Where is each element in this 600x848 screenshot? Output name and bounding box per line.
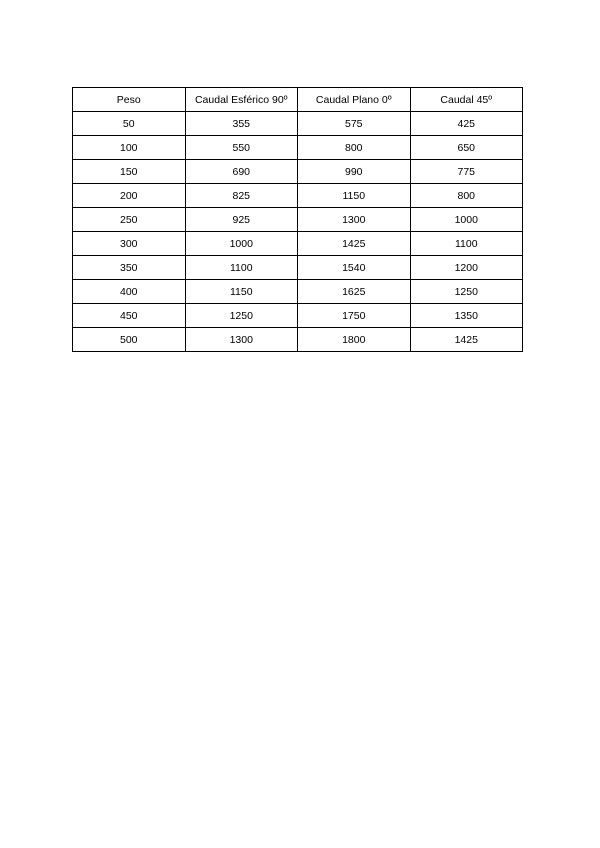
table-cell: 250 (73, 208, 186, 232)
table-cell: 1250 (410, 280, 523, 304)
table-row (73, 280, 523, 304)
table-cell: 500 (73, 328, 186, 352)
table-cell: 1000 (185, 232, 298, 256)
table-cell: 1300 (298, 208, 411, 232)
table-cell: 400 (73, 280, 186, 304)
table-cell: 1300 (185, 328, 298, 352)
table-cell: 350 (73, 256, 186, 280)
table-cell: 425 (410, 112, 523, 136)
table-cell: 575 (298, 112, 411, 136)
table-cell: 300 (73, 232, 186, 256)
table-cell: 925 (185, 208, 298, 232)
table-header-row (73, 88, 523, 112)
table-row (73, 112, 523, 136)
table-cell: 550 (185, 136, 298, 160)
table-cell: 200 (73, 184, 186, 208)
header-caudal-45: Caudal 45º (410, 88, 523, 112)
table-cell: 1750 (298, 304, 411, 328)
table-row (73, 232, 523, 256)
table-cell: 450 (73, 304, 186, 328)
table-row (73, 304, 523, 328)
table-cell: 775 (410, 160, 523, 184)
table-cell: 690 (185, 160, 298, 184)
table-cell: 1000 (410, 208, 523, 232)
table-row (73, 208, 523, 232)
table-row (73, 160, 523, 184)
table-cell: 1100 (185, 256, 298, 280)
table-cell: 1425 (410, 328, 523, 352)
table-cell: 1150 (185, 280, 298, 304)
table-cell: 100 (73, 136, 186, 160)
table-cell: 650 (410, 136, 523, 160)
table-cell: 50 (73, 112, 186, 136)
table-cell: 800 (298, 136, 411, 160)
table-cell: 1425 (298, 232, 411, 256)
table-cell: 825 (185, 184, 298, 208)
table-cell: 800 (410, 184, 523, 208)
table-cell: 1250 (185, 304, 298, 328)
table-cell: 1350 (410, 304, 523, 328)
table-cell: 1625 (298, 280, 411, 304)
table-cell: 355 (185, 112, 298, 136)
table-cell: 990 (298, 160, 411, 184)
table-row (73, 328, 523, 352)
table-row (73, 256, 523, 280)
table-cell: 1150 (298, 184, 411, 208)
table-cell: 1800 (298, 328, 411, 352)
header-peso: Peso (73, 88, 186, 112)
table-cell: 150 (73, 160, 186, 184)
table-cell: 1200 (410, 256, 523, 280)
table-cell: 1100 (410, 232, 523, 256)
table-row (73, 136, 523, 160)
table-cell: 1540 (298, 256, 411, 280)
header-caudal-plano: Caudal Plano 0º (298, 88, 411, 112)
table-row (73, 184, 523, 208)
flow-data-table (72, 87, 523, 352)
header-caudal-esferico: Caudal Esférico 90º (185, 88, 298, 112)
